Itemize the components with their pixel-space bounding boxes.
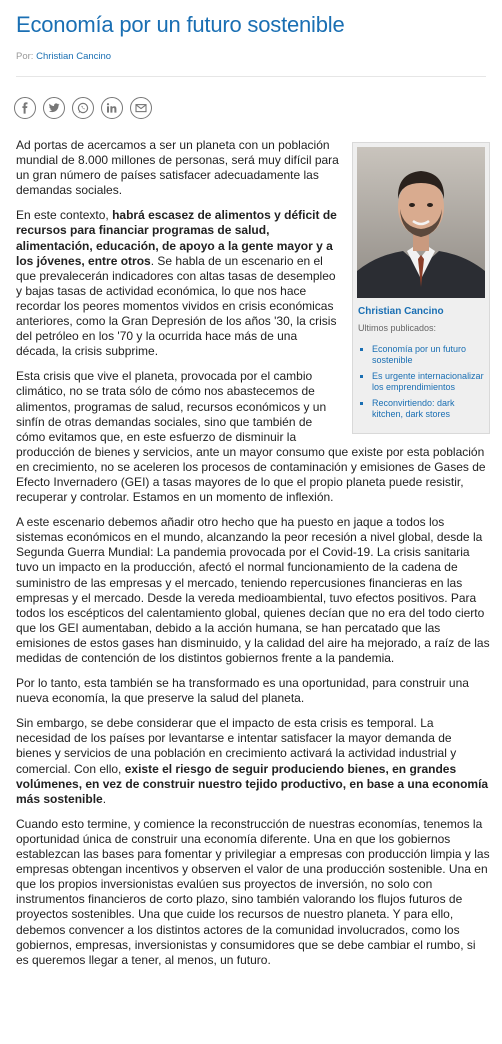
email-share-button[interactable] — [130, 97, 152, 119]
article-body — [16, 138, 490, 978]
twitter-icon — [48, 102, 60, 114]
latest-link[interactable]: ▪ Reconvirtiendo: dark kitchen, dark stores — [372, 398, 485, 420]
byline — [16, 51, 111, 62]
latest-link[interactable]: ▪ Es urgente internacionalizar los emprendimientos — [372, 371, 485, 393]
linkedin-share-button[interactable] — [101, 97, 123, 119]
paragraph: Esta crisis que vive el planeta, provocada por el cambio climático, no se trata sólo de cómo nos abastecemos de alimentos, programas de salud, recursos económicos y un sinfín de otras demandas sociales, sino que también de cómo evitamos que, en este esfuerzo de disminuir la producción de bienes y servicios, ante un mayor consumo que existe por esta población en crecimiento, no se aceleren los procesos de contaminación y emisiones de Gases de Efecto Invernadero (GEI) a tasas mayores de lo que el propio planeta puede resistir, recuperar y controlar. Estamos en un momento de inflexión. — [16, 369, 486, 505]
paragraph-text: . Se habla de un escenario en el que prevalecerán indicadores con altas tasas de desempleo y bajas tasas de actividad económica, lo que nos hace recordar los peores momentos vividos en crisis económicas anteriores, como la Gran Depresión de los años '30, la crisis del petróleo en los '70 y la ocurrida hace más de una década, la crisis subprime. — [16, 253, 337, 359]
paragraph-text: Sin embargo, se debe considerar que el impacto de esta crisis es temporal. La necesidad de los países por levantarse e intentar satisfacer la mayor demanda de bienes y servicios de una población en crecimiento activará la actividad industrial y comercial. Con ello, — [16, 716, 457, 776]
article-title: Economía por un futuro sostenible — [16, 12, 345, 37]
paragraph: Cuando esto termine, y comience la reconstrucción de nuestras economías, tenemos la oportunidad única de construir una economía diferente. Una en que los gobiernos establezcan las bases para fomentar y privilegiar a empresas con producción limpia y las empresas obtengan incentivos y observen el valor de una producción sostenible. Una en que los propios inversionistas evalúen sus proyectos de inversión, no solo con instrumentos financieros de corto plazo, sino también valorando los flujos futuros de proyectos sostenibles. Una que cuide los recursos de nuestro planeta. Y para ello, debemos convencer a los distintos actores de la comunidad involucrados, como los gobiernos, empresas, inversionistas y consumidores que se debe cambiar el rumbo, si es queremos llegar a tener, al menos, un futuro. — [16, 816, 490, 967]
facebook-share-button[interactable] — [14, 97, 36, 119]
facebook-icon — [19, 102, 31, 114]
paragraph — [16, 716, 490, 807]
paragraph-bold-text: habrá escasez de alimentos y déficit de recursos para financiar programas de salud, alimentación, educación, de apoyo a la gente mayor y a los jóvenes, entre otros — [16, 208, 337, 268]
twitter-share-button[interactable] — [43, 97, 65, 119]
whatsapp-share-button[interactable] — [72, 97, 94, 119]
share-bar — [14, 97, 152, 119]
email-icon — [135, 102, 147, 114]
sidebar-author-name[interactable]: Christian Cancino — [358, 306, 444, 317]
paragraph-text: En este contexto, — [16, 208, 113, 223]
whatsapp-icon — [77, 102, 89, 114]
paragraph-bold-text: existe el riesgo de seguir produciendo bienes, en grandes volúmenes, en vez de construir nuestro tejido productivo, en base a una economía más sostenible — [16, 761, 489, 806]
sidebar-latest-label: Ultimos publicados: — [358, 323, 437, 334]
author-photo — [357, 147, 485, 298]
byline-author-link[interactable]: Christian Cancino — [36, 51, 112, 62]
paragraph: Por lo tanto, esta también se ha transformado es una oportunidad, para construir una nueva economía, la que preserve la salud del planeta. — [16, 676, 469, 706]
byline-prefix: Por: — [16, 51, 34, 62]
latest-link[interactable]: ▪ Economía por un futuro sostenible — [372, 344, 485, 366]
paragraph-text: . — [102, 791, 107, 806]
latest-list — [357, 344, 485, 420]
linkedin-icon — [106, 102, 118, 114]
divider — [16, 76, 486, 77]
paragraph: A este escenario debemos añadir otro hecho que ha puesto en jaque a todos los sistemas económicos en el mundo, alcanzando la peor recesión a nivel global, desde la Segunda Guerra Mundial: La pandemia provocada por el Covid-19. La crisis sanitaria tuvo un impacto en la producción, afectó el normal funcionamiento de la cadena de suministro de las empresas y el mercado, teniendo repercusiones financieras en las empresas y el mercado. Desde la vereda medioambiental, tuvo efectos positivos. Para todos los escépticos del calentamiento global, quienes decían que no era del todo cierto que los GEI aumentaban, debido a la acción humana, se han percatado que las emisiones de estos gases han disminuido, y la calidad del aire ha mejorado, a raíz de las medidas de contención de los distintos gobiernos frente a la pandemia. — [16, 515, 490, 665]
author-sidebar — [352, 142, 490, 434]
paragraph: Ad portas de acercamos a ser un planeta con un población mundial de 8.000 millones de personas, será muy difícil para un gran número de países satisfacer adecuadamente las demandas sociales. — [16, 138, 339, 198]
